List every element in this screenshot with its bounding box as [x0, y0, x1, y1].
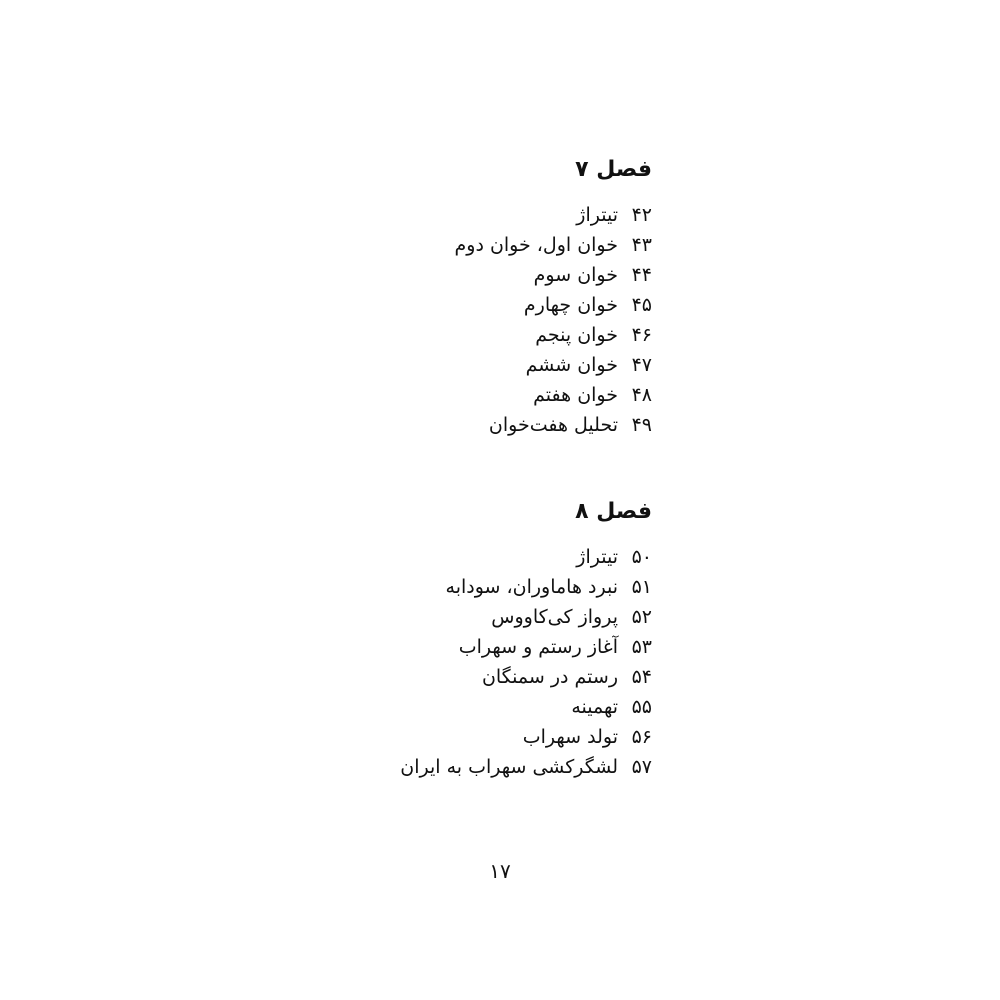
- toc-entry[interactable]: [455, 260, 653, 290]
- entry-title: خوان پنجم: [535, 324, 618, 346]
- entry-title: خوان چهارم: [523, 294, 618, 316]
- entry-title: لشگرکشی سهراب به ایران: [400, 756, 618, 778]
- entry-number: ۵۵: [631, 696, 652, 718]
- toc-entry[interactable]: [400, 602, 652, 632]
- entry-number: ۵۰: [631, 546, 652, 568]
- toc-entry[interactable]: [400, 662, 652, 692]
- toc-entry[interactable]: [455, 230, 653, 260]
- entry-number: ۵۱: [631, 576, 652, 598]
- entry-number: ۵۳: [631, 636, 652, 658]
- chapter-title: فصل ۸: [575, 499, 652, 524]
- entry-number: ۴۷: [631, 354, 652, 376]
- toc-entry[interactable]: [455, 410, 653, 440]
- toc-entry[interactable]: [400, 692, 652, 722]
- toc-entry[interactable]: [455, 200, 653, 230]
- entry-number: ۴۲: [631, 204, 652, 226]
- entry-title: آغاز رستم و سهراب: [458, 636, 618, 658]
- entry-title: نبرد هاماوران، سودابه: [445, 576, 618, 598]
- entry-number: ۵۶: [631, 726, 652, 748]
- chapter-section: [400, 494, 652, 782]
- chapter-section: [455, 152, 653, 440]
- entry-title: پرواز کی‌کاووس: [491, 606, 618, 628]
- entry-title: رستم در سمنگان: [481, 666, 618, 688]
- entry-title: تهمینه: [571, 696, 618, 718]
- entry-number: ۴۳: [631, 234, 652, 256]
- toc-entry[interactable]: [455, 350, 653, 380]
- toc-entry[interactable]: [455, 380, 653, 410]
- entry-number: ۴۶: [631, 324, 652, 346]
- entry-number: ۴۹: [631, 414, 652, 436]
- toc-entry[interactable]: [400, 542, 652, 572]
- entry-number: ۵۲: [631, 606, 652, 628]
- entry-number: ۵۷: [631, 756, 652, 778]
- page-number: ۱۷: [489, 859, 511, 883]
- toc-entry[interactable]: [400, 632, 652, 662]
- entry-number: ۴۵: [631, 294, 652, 316]
- toc-entry-list: [400, 542, 652, 782]
- entry-title: تولد سهراب: [522, 726, 618, 748]
- entry-number: ۵۴: [631, 666, 652, 688]
- entry-number: ۴۸: [631, 384, 652, 406]
- entry-title: خوان اول، خوان دوم: [454, 234, 618, 256]
- entry-title: تیتراژ: [576, 204, 618, 226]
- entry-number: ۴۴: [631, 264, 652, 286]
- toc-entry[interactable]: [455, 290, 653, 320]
- entry-title: خوان هفتم: [533, 384, 618, 406]
- toc-entry[interactable]: [400, 572, 652, 602]
- chapter-title: فصل ۷: [575, 157, 652, 182]
- toc-entry-list: [455, 200, 653, 440]
- toc-entry[interactable]: [400, 722, 652, 752]
- toc-entry[interactable]: [455, 320, 653, 350]
- entry-title: تحلیل هفت‌خوان: [488, 414, 618, 436]
- toc-entry[interactable]: [400, 752, 652, 782]
- entry-title: تیتراژ: [576, 546, 618, 568]
- entry-title: خوان ششم: [525, 354, 618, 376]
- entry-title: خوان سوم: [533, 264, 618, 286]
